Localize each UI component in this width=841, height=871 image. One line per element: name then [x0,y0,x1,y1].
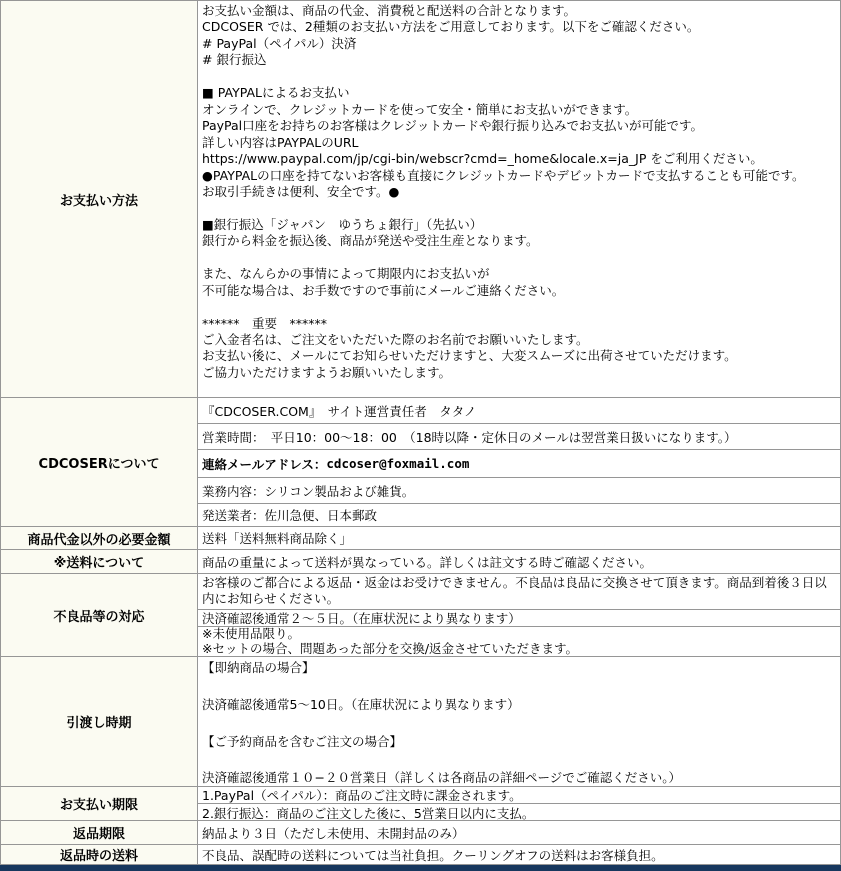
payment-method-line: ■銀行振込「ジャパン ゆうちょ銀行」（先払い） [202,216,483,232]
row-payment-method [1,1,840,398]
delivery-line: 【即納商品の場合】 [202,660,315,675]
row-payment-deadline [1,787,840,821]
row-defective-items [1,574,840,657]
shipping-carriers-text: 発送業者：佐川急便、日本郵政 [202,508,378,523]
defective-note-unused: ※未使用品限り。 [202,626,300,641]
return-shipping-content [198,845,840,864]
paypal-url-text: https://www.paypal.com/jp/cgi-bin/webscr?cmd=_home&locale.x=ja_JP をご利用ください。 [202,151,763,167]
row-about-shop [1,398,840,527]
row-header-return-shipping: 返品時の送料 [1,845,198,864]
row-header-payment-deadline: お支払い期限 [1,787,198,820]
row-header-defective-items: 不良品等の対応 [1,574,198,656]
delivery-line: 決済確認後通常１０−２０営業日（詳しくは各商品の詳細ページでご確認ください。） [202,770,681,786]
delivery-line [202,714,836,732]
payment-method-line: お支払い後に、メールにてお知らせいただけますと、大変スムーズに出荷させていただけます。 [202,348,737,364]
row-header-delivery-time: 引渡し時期 [1,657,198,786]
payment-method-line: # PayPal（ペイパル）決済 [202,35,357,51]
payment-method-line: 不可能な場合は、お手数ですので事前にメールご連絡ください。 [202,282,565,298]
defective-items-content [198,574,840,656]
bottom-dark-bar [0,865,841,871]
shipping-fee-text: 商品の重量によって送料が異なっている。詳しくは註文する時ご確認ください。 [202,554,653,570]
delivery-line: 【ご予約商品を含むご注文の場合】 [202,733,403,749]
important-notice-divider: ****** 重要 ****** [202,315,328,331]
business-hours-text: 営業時間： 平日10：00〜18：00 （18時以降・定休日のメールは翌営業日扱いになります。） [198,424,840,450]
delivery-line: 決済確認後通常5〜10日。（在庫状況により異なります） [202,696,520,712]
contact-email-label: 連絡メールアドレス： [202,456,327,472]
payment-method-line: PayPal口座をお持ちのお客様はクレジットカードや銀行振り込みでお支払いが可能です。 [202,118,703,134]
payment-method-line: ご協力いただけますようお願いいたします。 [202,364,452,380]
row-header-return-deadline: 返品期限 [1,821,198,844]
payment-method-line: 銀行から料金を振込後、商品が発送や受注生産となります。 [202,233,539,249]
payment-method-line: ご入金者名は、ご注文をいただいた際のお名前でお願いいたします。 [202,332,589,347]
payment-method-line: CDCOSER では、2種類のお支払い方法をご用意しております。以下をご確認ください。 [202,19,700,35]
row-return-deadline [1,821,840,845]
return-deadline-content [198,821,840,844]
payment-method-line: オンラインで、クレジットカードを使って安全・簡単にお支払いができます。 [202,101,638,117]
payment-method-line: 詳しい内容はPAYPALのURL [202,134,359,150]
row-extra-fees [1,527,840,550]
payment-method-line: # 銀行振込 [202,52,267,68]
payment-deadline-content [198,787,840,820]
delivery-line [202,751,836,769]
payment-deadline-bank: 2.銀行振込：商品のご注文した後に、5営業日以内に支払。 [202,805,535,820]
payment-method-line: お取引手続きは便利、安全です。● [202,183,400,199]
row-shipping-fee [1,550,840,574]
payment-method-line: ■ PAYPALによるお支払い [202,85,350,101]
payment-method-line [202,250,836,266]
payment-method-line [202,200,836,216]
payment-method-line [202,299,836,315]
row-header-about-shop: CDCOSERについて [1,398,198,526]
row-header-extra-fees: 商品代金以外の必要金額 [1,527,198,549]
defective-note-set: ※セットの場合、問題あった部分を交換/返金させていただきます。 [202,641,579,656]
payment-deadline-paypal: 1.PayPal（ペイパル）：商品のご注文時に課金されます。 [198,787,840,804]
delivery-line [202,677,836,695]
shipping-fee-content [198,550,840,573]
contact-email-row [198,450,840,478]
payment-method-line: お支払い金額は、商品の代金、消費税と配送料の合計となります。 [202,3,577,18]
defective-processing-time-text: 決済確認後通常２〜５日。（在庫状況により異なります） [198,610,840,627]
payment-method-content [198,1,840,397]
defective-policy-text: お客様のご都合による返品・返金はお受けできません。不良品は良品に交換させて頂きます。商品到着後３日以内にお知らせください。 [198,574,840,610]
row-delivery-time [1,657,840,787]
extra-fees-text: 送料「送料無料商品除く」 [202,531,353,546]
return-shipping-text: 不良品、誤配時の送料については当社負担。クーリングオフの送料はお客様負担。 [202,847,664,863]
extra-fees-content [198,527,840,549]
payment-method-line [202,69,836,85]
row-return-shipping [1,845,840,865]
payment-method-line: また、なんらかの事情によって期限内にお支払いが [202,266,490,282]
return-deadline-text: 納品より３日（ただし未使用、未開封品のみ） [202,825,465,841]
contact-email-address: cdcoser@foxmail.com [326,456,470,471]
site-manager-text: 『CDCOSER.COM』 サイト運営責任者 タタノ [198,398,840,424]
payment-method-line: ●PAYPALの口座を持てないお客様も直接にクレジットカードやデビットカードで支払することも可能です。 [202,167,805,183]
row-header-shipping-fee: ※送料について [1,550,198,573]
row-header-payment-method: お支払い方法 [1,1,198,397]
delivery-time-content [198,657,840,786]
business-description-text: 業務内容：シリコン製品および雑貨。 [198,478,840,504]
about-shop-content [198,398,840,526]
